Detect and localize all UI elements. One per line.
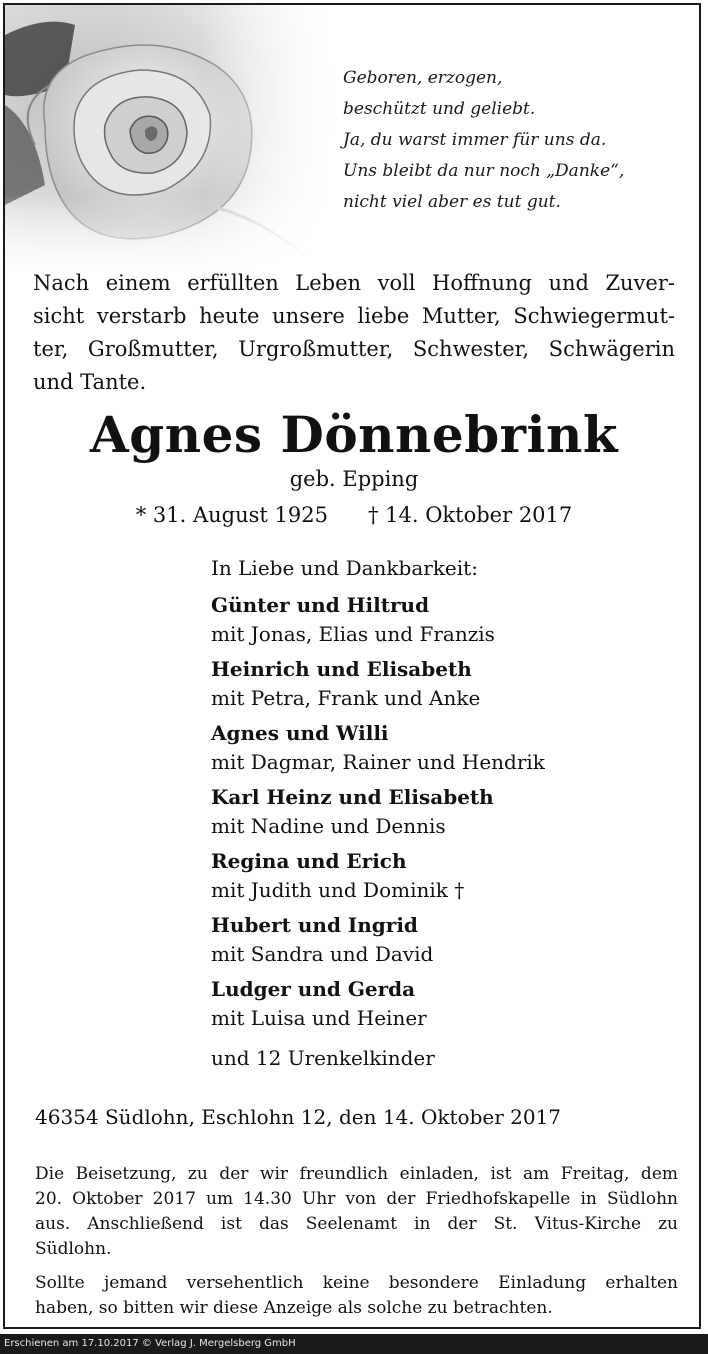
family-couple: Hubert und Ingrid — [211, 913, 418, 937]
family-group — [211, 719, 691, 777]
intro-line: Nach einem erfüllten Leben voll Hoffnung und Zuver- — [33, 271, 675, 295]
poem-line: Geboren, erzogen, — [343, 68, 503, 88]
family-children: mit Judith und Dominik † — [211, 878, 465, 902]
family-group — [211, 655, 691, 713]
family-children: mit Dagmar, Rainer und Hendrik — [211, 750, 545, 774]
family-couple: Heinrich und Elisabeth — [211, 657, 472, 681]
family-group — [211, 783, 691, 841]
invitation-notice — [35, 1271, 678, 1321]
funeral-notice — [35, 1162, 678, 1262]
family-group — [211, 975, 691, 1033]
poem-line: nicht viel aber es tut gut. — [343, 192, 561, 212]
notice-line: Südlohn. — [35, 1239, 112, 1259]
notice-line: aus. Anschließend ist das Seelenamt in der St. Vitus-Kirche zu — [35, 1214, 678, 1234]
poem-line: Ja, du warst immer für uns da. — [343, 130, 607, 150]
notice-line: haben, so bitten wir diese Anzeige als solche zu betrachten. — [35, 1298, 553, 1318]
notice-line: 20. Oktober 2017 um 14.30 Uhr von der Friedhofskapelle in Südlohn — [35, 1189, 678, 1209]
place-date: 46354 Südlohn, Eschlohn 12, den 14. Oktober 2017 — [35, 1105, 562, 1129]
poem-line: Uns bleibt da nur noch „Danke“, — [343, 161, 625, 181]
family-couple: Günter und Hiltrud — [211, 593, 430, 617]
family-heading: In Liebe und Dankbarkeit: — [211, 556, 478, 580]
intro-text — [33, 267, 675, 399]
family-children: mit Jonas, Elias und Franzis — [211, 622, 495, 646]
notice-line: Sollte jemand versehentlich keine besondere Einladung erhalten — [35, 1273, 678, 1293]
life-dates — [5, 503, 701, 527]
great-grandchildren: und 12 Urenkelkinder — [211, 1046, 435, 1070]
notice-line: Die Beisetzung, zu der wir freundlich einladen, ist am Freitag, dem — [35, 1164, 678, 1184]
family-couple: Regina und Erich — [211, 849, 407, 873]
family-group — [211, 847, 691, 905]
intro-line: und Tante. — [33, 370, 147, 394]
family-children: mit Petra, Frank und Anke — [211, 686, 481, 710]
obituary-notice — [3, 3, 701, 1329]
family-children: mit Nadine und Dennis — [211, 814, 446, 838]
family-couple: Agnes und Willi — [211, 721, 389, 745]
publication-footer: Erschienen am 17.10.2017 © Verlag J. Mergelsberg GmbH — [0, 1334, 708, 1354]
death-date: † 14. Oktober 2017 — [367, 503, 573, 527]
intro-line: ter, Großmutter, Urgroßmutter, Schwester, Schwägerin — [33, 337, 675, 361]
poem — [343, 63, 624, 218]
family-list — [211, 551, 691, 1073]
deceased-name: Agnes Dönnebrink — [90, 405, 618, 464]
family-children: mit Luisa und Heiner — [211, 1006, 427, 1030]
intro-line: sicht verstarb heute unsere liebe Mutter, Schwiegermut- — [33, 304, 675, 328]
family-couple: Karl Heinz und Elisabeth — [211, 785, 494, 809]
family-group — [211, 591, 691, 649]
rose-image — [5, 5, 335, 275]
family-group — [211, 911, 691, 969]
birth-name: geb. Epping — [289, 467, 419, 491]
poem-line: beschützt und geliebt. — [343, 99, 536, 119]
birth-date: * 31. August 1925 — [135, 503, 328, 527]
family-couple: Ludger und Gerda — [211, 977, 416, 1001]
family-children: mit Sandra und David — [211, 942, 434, 966]
